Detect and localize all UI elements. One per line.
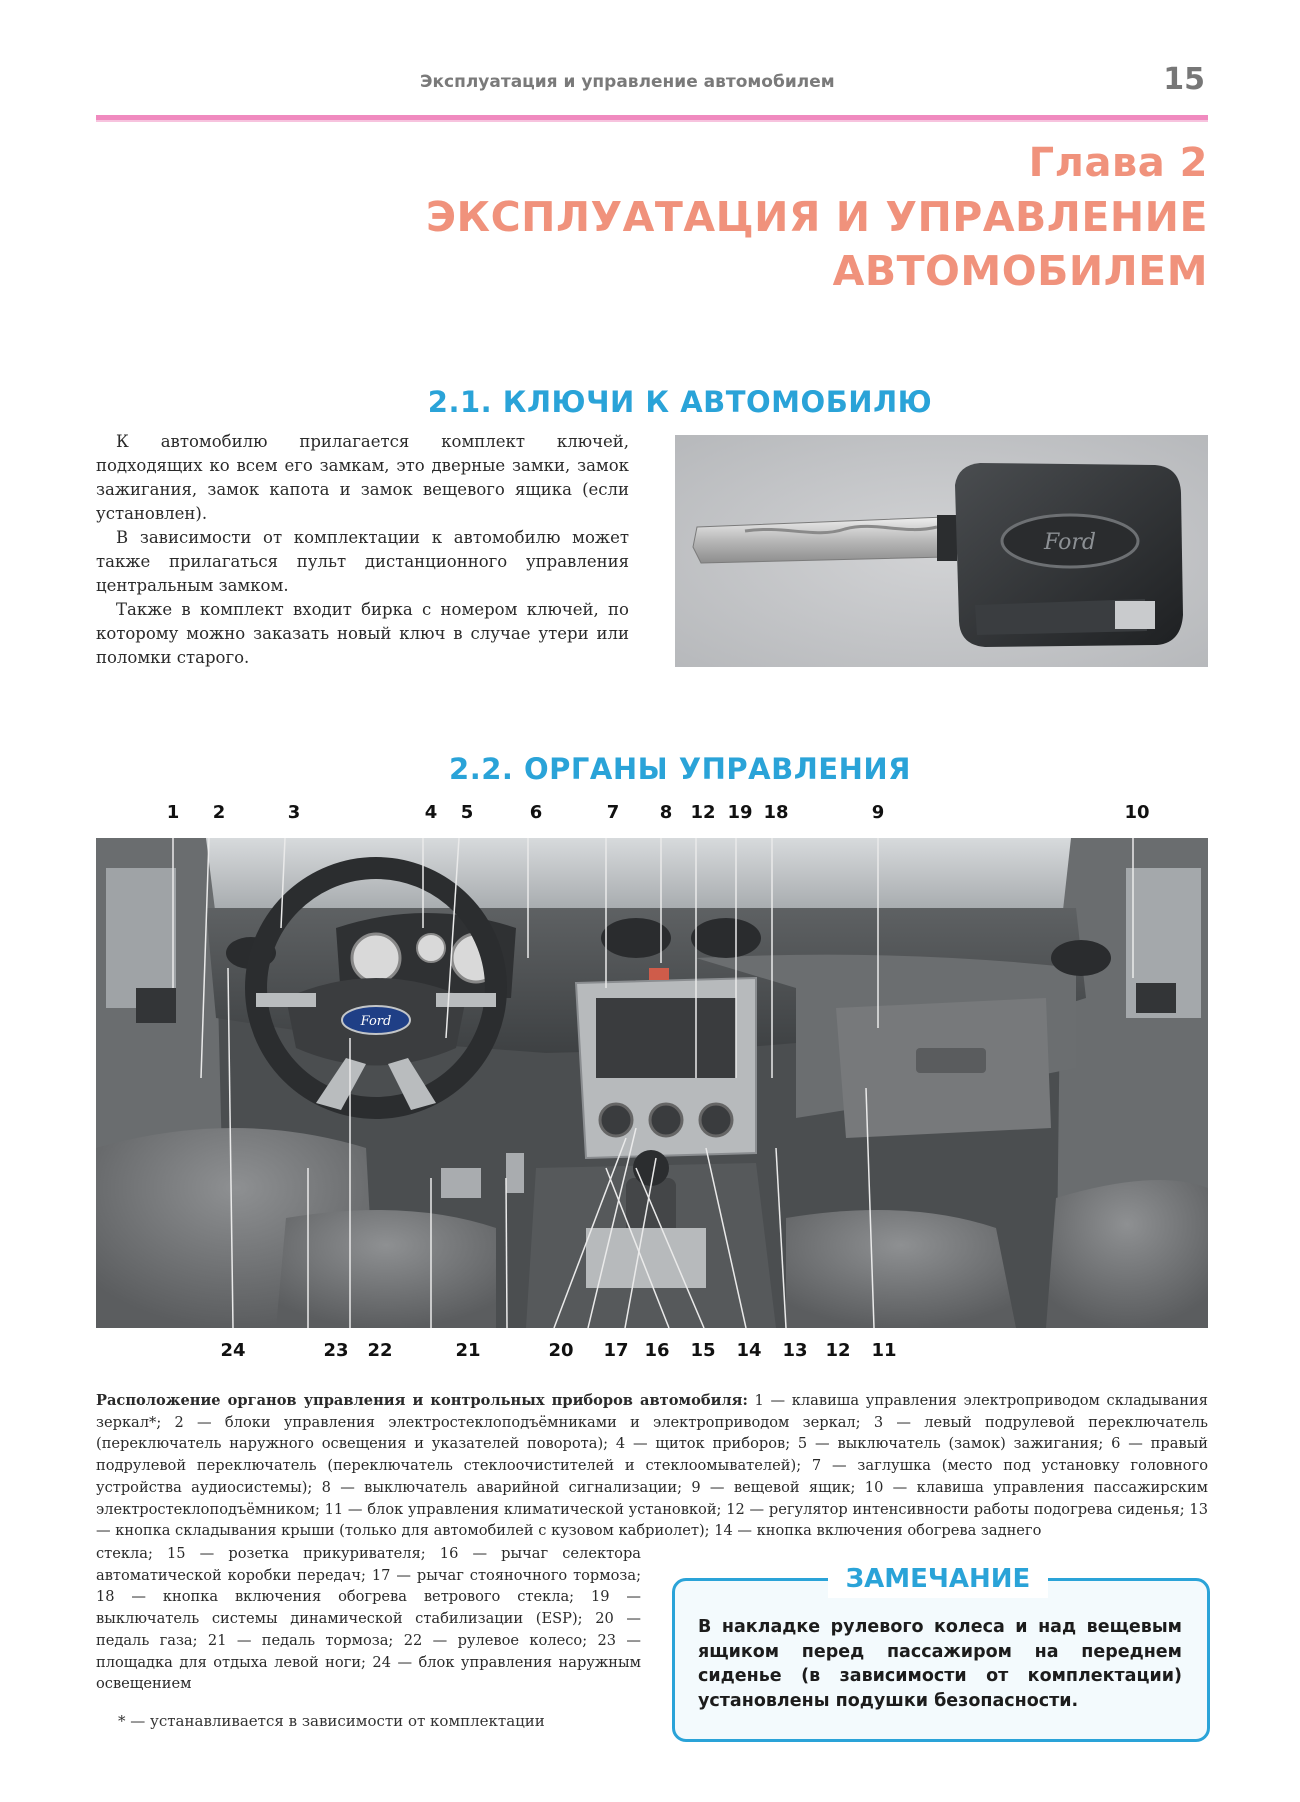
callout-number: 17 (603, 1340, 629, 1361)
callout-number: 11 (871, 1340, 897, 1361)
callout-number: 10 (1124, 802, 1150, 823)
header-rule-light (96, 120, 1208, 122)
callout-number: 14 (736, 1340, 762, 1361)
chapter-label: Глава 2 (1028, 140, 1208, 186)
callout-number: 24 (220, 1340, 246, 1361)
callout-number: 4 (424, 802, 438, 823)
callout-number: 12 (825, 1340, 851, 1361)
section-heading-keys: 2.1. КЛЮЧИ К АВТОМОБИЛЮ (427, 385, 933, 419)
key-brand-logo: Ford (1044, 530, 1096, 555)
keys-text (96, 430, 629, 670)
callout-number: 1 (166, 802, 180, 823)
callout-number: 5 (460, 802, 474, 823)
callout-number: 6 (529, 802, 543, 823)
callout-number: 15 (690, 1340, 716, 1361)
footnote: * — устанавливается в зависимости от комплектации (118, 1712, 545, 1730)
callout-number: 16 (644, 1340, 670, 1361)
running-title: Эксплуатация и управление автомобилем (420, 72, 835, 92)
callout-number: 22 (367, 1340, 393, 1361)
keys-paragraph: В зависимости от комплектации к автомобилю может также прилагаться пульт дистанционного управления центральным замком. (96, 528, 629, 595)
callout-number: 3 (287, 802, 301, 823)
page-number: 15 (1163, 62, 1205, 97)
callout-number: 19 (727, 802, 753, 823)
callout-number: 13 (782, 1340, 808, 1361)
note-text: В накладке рулевого колеса и над вещевым ящиком перед пассажиром на переднем сиденье (в зависимости от комплектации) установлены подушки безопасности. (698, 1617, 1182, 1711)
callout-number: 18 (763, 802, 789, 823)
keys-paragraph: Также в комплект входит бирка с номером ключей, по которому можно заказать новый ключ в случае утери или поломки старого. (96, 600, 629, 667)
callout-number: 2 (212, 802, 226, 823)
car-key-photo (675, 435, 1208, 667)
callout-number: 21 (455, 1340, 481, 1361)
caption-lead: Расположение органов управления и контрольных приборов автомобиля: (96, 1392, 748, 1409)
keys-paragraph: К автомобилю прилагается комплект ключей, подходящих ко всем его замкам, это дверные замки, замок зажигания, замок капота и замок вещевого ящика (если установлен). (96, 432, 629, 523)
figure-caption (96, 1390, 1208, 1542)
callout-number: 20 (548, 1340, 574, 1361)
dashboard-illustration (96, 838, 1208, 1328)
dashboard-photo (96, 838, 1208, 1328)
callout-number: 9 (871, 802, 885, 823)
callout-number: 7 (606, 802, 620, 823)
chapter-title-line2: АВТОМОБИЛЕМ (832, 247, 1208, 295)
callout-number: 8 (659, 802, 673, 823)
callout-number: 23 (323, 1340, 349, 1361)
chapter-title-line1: ЭКСПЛУАТАЦИЯ И УПРАВЛЕНИЕ (425, 193, 1208, 241)
callout-number: 12 (690, 802, 716, 823)
figure-caption-continued: стекла; 15 — розетка прикуривателя; 16 — рычаг селектора автоматической коробки передач; 17 — рычаг стояночного тормоза; 18 — кнопка включения обогрева ветрового стекла; 19 — выключатель системы динамической стабилизации (ESP); 20 — педаль газа; 21 — педаль тормоза; 22 — рулевое колесо; 23 — площадка для отдыха левой ноги; 24 — блок управления наружным освещением (96, 1545, 641, 1693)
caption-text: 1 — клавиша управления электроприводом складывания зеркал*; 2 — блоки управления электростеклоподъёмниками и электроприводом зеркал; 3 — левый подрулевой переключатель (переключатель наружного освещения и указателей поворота); 4 — щиток приборов; 5 — выключатель (замок) зажигания; 6 — правый подрулевой переключатель (переключатель стеклоочистителей и стеклоомывателей); 7 — заглушка (место под установку головного устройства аудиосистемы); 8 — выключатель аварийной сигнализации; 9 — вещевой ящик; 10 — клавиша управления пассажирским электростеклоподъёмником; 11 — блок управления климатической установкой; 12 — регулятор интенсивности работы подогрева сиденья; 13 — кнопка складывания крыши (только для автомобилей с кузовом кабриолет); 14 — кнопка включения обогрева заднего (96, 1392, 1208, 1540)
note-title: ЗАМЕЧАНИЕ (828, 1560, 1048, 1598)
wheel-brand-logo: Ford (360, 1014, 392, 1029)
car-key-illustration (675, 435, 1208, 667)
section-heading-controls: 2.2. ОРГАНЫ УПРАВЛЕНИЯ (449, 752, 911, 786)
